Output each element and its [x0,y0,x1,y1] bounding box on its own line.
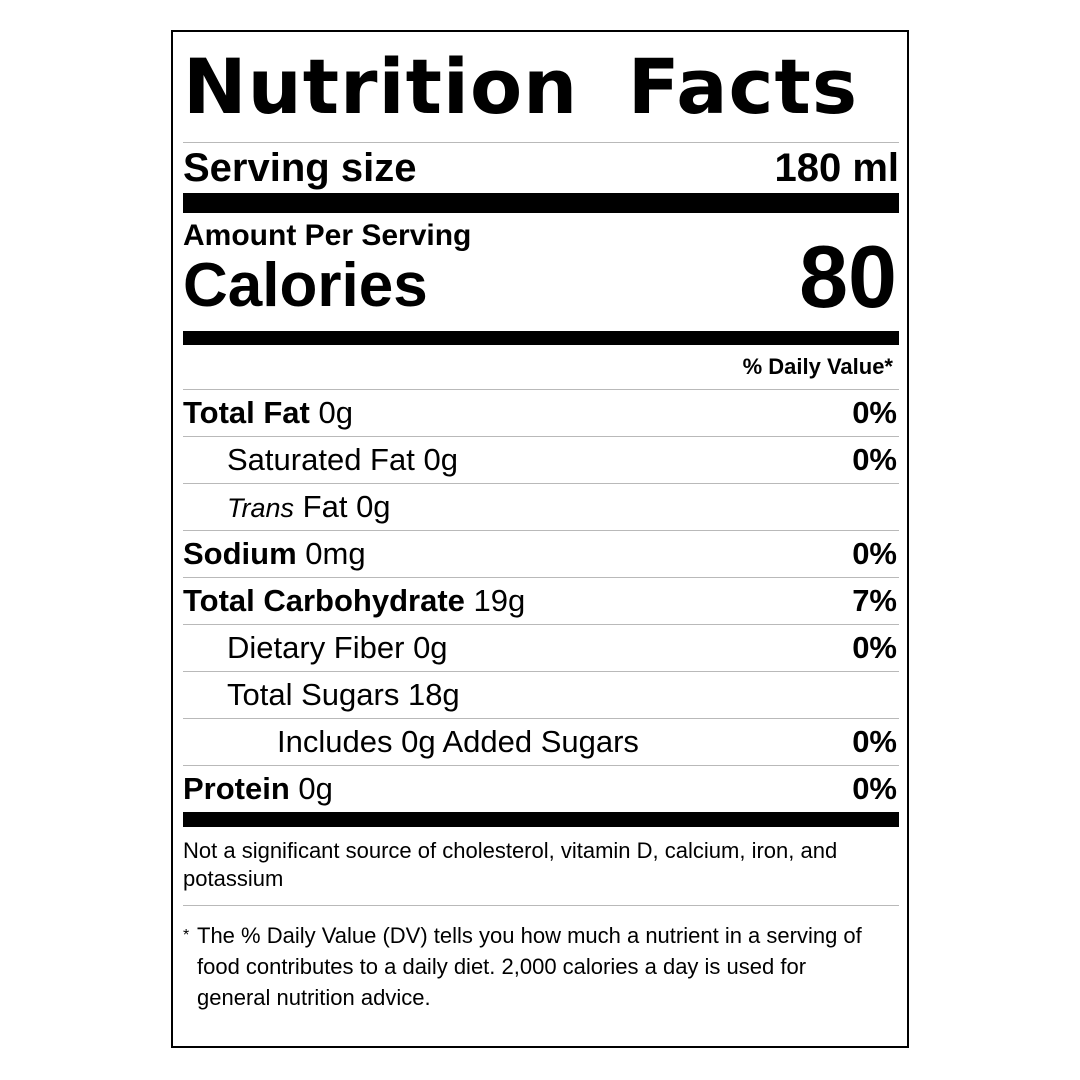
nutrient-text [227,489,391,525]
nutrient-dv: 0% [852,395,897,430]
footnote-daily-value [183,906,899,1013]
nutrient-dv: 0% [852,630,897,665]
nutrient-name-italic: Trans [227,493,295,523]
nutrient-amount: 19g [473,583,526,618]
nutrient-row-total-sugars [183,671,899,718]
nutrient-amount: 0g [413,630,448,665]
title-text: Nutrition Facts [183,42,859,131]
nutrient-dv: 0% [852,724,897,759]
nutrient-row-dietary-fiber [183,624,899,671]
nutrient-amount: 18g [407,677,460,712]
medium-divider [183,331,899,345]
nutrient-row-saturated-fat [183,436,899,483]
nutrient-amount: 0g [423,442,458,477]
nutrient-text [227,442,458,478]
serving-size-row [183,142,899,193]
nutrient-row-total-carbohydrate [183,577,899,624]
nutrient-text [183,395,353,431]
nutrient-name: Total Sugars [227,677,400,712]
nutrient-row-total-fat [183,389,899,436]
nutrient-row-sodium [183,530,899,577]
nutrient-dv: 0% [852,771,897,806]
nutrition-facts-label [171,30,909,1048]
nutrient-text [183,583,525,619]
nutrient-dv: 0% [852,536,897,571]
serving-size-label: Serving size [183,145,417,190]
footnote-not-significant: Not a significant source of cholesterol, vitamin D, calcium, iron, and potassium [183,838,838,891]
thick-divider [183,193,899,213]
nutrient-name: Protein [183,771,290,806]
calories-value: 80 [799,227,897,326]
nutrient-dv: 7% [852,583,897,618]
footnote-asterisk: * [183,927,190,944]
footnote-daily-value-text: The % Daily Value (DV) tells you how much a nutrient in a serving of food contributes to a daily diet. 2,000 calories a day is used for general nutrition advice. [197,923,862,1010]
nutrient-name: Dietary Fiber [227,630,405,665]
nutrient-name: Saturated Fat [227,442,415,477]
nutrient-text [277,724,639,760]
nutrient-text [227,677,460,713]
nutrient-dv: 0% [852,442,897,477]
nutrient-name: Total Fat [183,395,310,430]
nutrient-text [183,536,366,572]
nutrient-name: Includes 0g Added Sugars [277,724,639,759]
nutrient-row-trans-fat [183,483,899,530]
nutrient-text [227,630,448,666]
nutrient-name: Fat [302,489,348,524]
nutrient-amount: 0mg [305,536,366,571]
amount-per-serving: Amount Per Serving [183,219,472,252]
nutrient-row-added-sugars [183,718,899,765]
nutrient-row-protein [183,765,899,812]
nutrient-amount: 0g [318,395,353,430]
label-title [183,32,899,142]
nutrient-amount: 0g [356,489,391,524]
bottom-thick-divider [183,812,899,827]
calories-label: Calories [183,251,428,320]
nutrient-name: Sodium [183,536,297,571]
nutrient-text [183,771,333,807]
nutrient-name: Total Carbohydrate [183,583,465,618]
nutrient-amount: 0g [298,771,333,806]
daily-value-header: % Daily Value* [742,354,893,379]
serving-size-value: 180 ml [774,145,899,190]
